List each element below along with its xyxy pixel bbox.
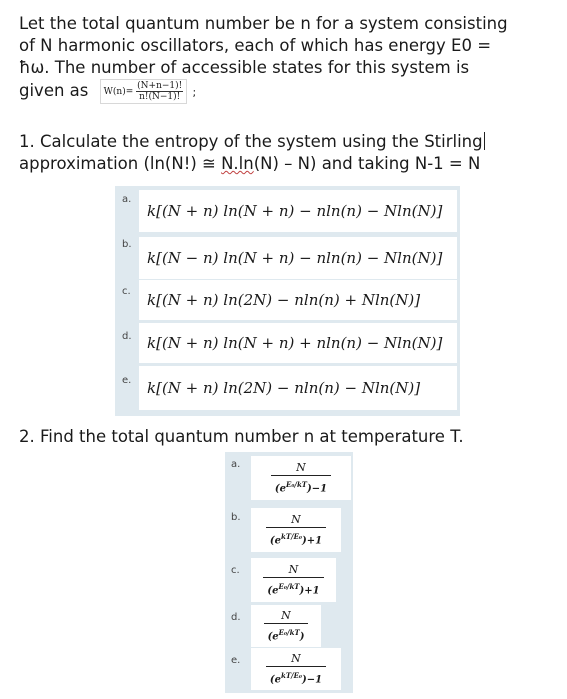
q1-option-d-expr: k[(N + n) ln(N + n) + nln(n) − Nln(N)] — [147, 334, 443, 352]
q2-option-a[interactable] — [251, 456, 351, 500]
q2-option-c-letter: c. — [231, 565, 240, 576]
q1-option-a[interactable] — [139, 190, 457, 232]
q1-option-e-letter: e. — [122, 375, 132, 386]
q2-option-b-denominator: $(e^{kT/E_0})+1$ — [269, 531, 323, 547]
states-formula — [100, 79, 188, 104]
q2-option-c-numerator: N — [263, 563, 323, 578]
q2-option-a-numerator: N — [271, 461, 331, 476]
states-formula-lhs: W(n)= — [103, 87, 134, 97]
question-1-line-1: 1. Calculate the entropy of the system using the Stirling — [19, 132, 483, 151]
q1-option-d[interactable] — [139, 323, 457, 363]
q1-option-a-expr: k[(N + n) ln(N + n) − nln(n) − Nln(N)] — [147, 202, 443, 220]
q1-option-a-letter: a. — [122, 194, 132, 205]
q1-option-c-letter: c. — [122, 286, 131, 297]
q2-option-d[interactable] — [251, 605, 321, 647]
q2-option-c-denominator: $(e^{E_0/kT})+1$ — [267, 581, 320, 597]
q2-option-e[interactable] — [251, 648, 341, 690]
q2-option-e-numerator: N — [266, 652, 326, 667]
intro-line-1: Let the total quantum number be n for a system consisting — [19, 14, 508, 33]
q2-option-b-numerator: N — [266, 513, 326, 528]
q1-option-b-expr: k[(N − n) ln(N + n) − nln(n) − Nln(N)] — [147, 249, 443, 267]
q2-option-c[interactable] — [251, 558, 336, 602]
q1-option-e[interactable] — [139, 366, 457, 410]
question-1-text — [19, 131, 559, 175]
question-2-text: 2. Find the total quantum number n at temperature T. — [19, 427, 464, 446]
q2-option-d-numerator: N — [264, 609, 309, 624]
intro-line-3: ħω. The number of accessible states for this system is — [19, 58, 470, 77]
question-1-line-2: approximation (ln(N!) ≅ N.ln(N) – N) and taking N-1 = N — [19, 154, 481, 173]
intro-line-4 — [19, 79, 564, 104]
q1-option-b[interactable] — [139, 237, 457, 279]
q1-option-b-letter: b. — [122, 239, 132, 250]
states-formula-numerator: (N+n−1)! — [137, 81, 183, 91]
q1-option-c-expr: k[(N + n) ln(2N) − nln(n) + Nln(N)] — [147, 291, 421, 309]
q2-option-b-letter: b. — [231, 512, 241, 523]
q2-option-a-denominator: $(e^{E_0/kT})-1$ — [274, 479, 328, 495]
q2-option-e-denominator: $(e^{kT/E_0})-1$ — [269, 670, 323, 686]
intro-line-4-prefix: given as — [19, 81, 89, 100]
q2-option-e-letter: e. — [231, 655, 241, 666]
q1-option-c[interactable] — [139, 280, 457, 320]
q2-option-b[interactable] — [251, 508, 341, 552]
intro-line-4-suffix: ; — [192, 86, 197, 99]
q2-option-d-denominator: $(e^{E_0/kT})$ — [267, 627, 305, 643]
q1-option-d-letter: d. — [122, 331, 132, 342]
problem-intro — [19, 13, 564, 104]
text-cursor — [484, 132, 485, 150]
states-formula-denominator: n!(N−1)! — [139, 92, 181, 102]
intro-line-2: of N harmonic oscillators, each of which has energy E0 = — [19, 36, 492, 55]
q2-option-d-letter: d. — [231, 612, 241, 623]
q2-option-a-letter: a. — [231, 459, 241, 470]
q1-option-e-expr: k[(N + n) ln(2N) − nln(n) − Nln(N)] — [147, 379, 421, 397]
